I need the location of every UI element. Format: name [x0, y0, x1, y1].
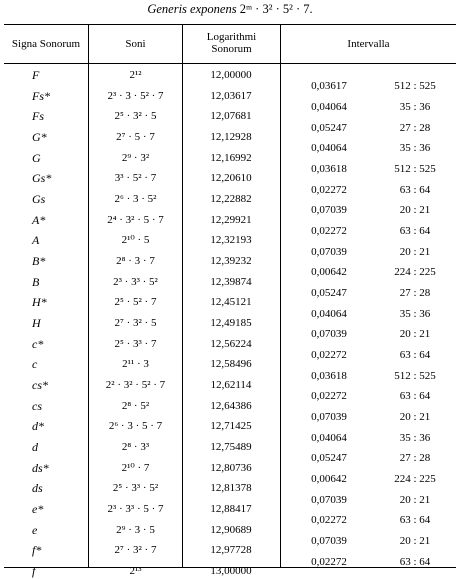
- soni-cell: 2⁷ · 3² · 5: [114, 316, 157, 329]
- signum-cell: Fs: [32, 109, 44, 124]
- interval-ratio-cell: 63 : 64: [399, 224, 431, 237]
- soni-cell: 2⁷ · 5 · 7: [116, 130, 155, 143]
- signum-cell: B*: [32, 253, 46, 268]
- interval-log-cell: 0,04064: [311, 307, 347, 320]
- signum-cell: A: [32, 233, 40, 248]
- interval-ratio-cell: 35 : 36: [399, 307, 431, 320]
- soni-cell: 2⁵ · 3³ · 5²: [112, 482, 159, 495]
- signum-cell: Gs*: [32, 171, 52, 186]
- header-intervalla: Intervalla: [347, 38, 390, 50]
- interval-ratio-cell: 63 : 64: [399, 555, 431, 568]
- header-signa: Signa Sonorum: [11, 38, 81, 50]
- interval-ratio-cell: 35 : 36: [399, 142, 431, 155]
- signum-cell: ds*: [32, 460, 49, 475]
- signum-cell: cs*: [32, 377, 48, 392]
- logarithm-cell: 12,20610: [210, 172, 252, 185]
- logarithm-cell: 12,80736: [210, 461, 252, 474]
- column-divider: [280, 25, 281, 567]
- logarithm-cell: 12,81378: [210, 482, 252, 495]
- logarithm-cell: 12,32193: [210, 234, 252, 247]
- logarithm-cell: 12,90689: [210, 523, 252, 536]
- interval-ratio-cell: 63 : 64: [399, 514, 431, 527]
- interval-log-cell: 0,02272: [311, 183, 347, 196]
- interval-log-cell: 0,05247: [311, 121, 347, 134]
- soni-cell: 2³ · 3³ · 5²: [113, 275, 158, 288]
- signum-cell: e: [32, 522, 38, 537]
- interval-ratio-cell: 27 : 28: [399, 286, 431, 299]
- interval-log-cell: 0,02272: [311, 555, 347, 568]
- soni-cell: 2⁹ · 3²: [121, 151, 150, 164]
- soni-cell: 2¹¹ · 3: [122, 358, 149, 371]
- interval-log-cell: 0,07039: [311, 204, 347, 217]
- interval-log-cell: 0,03617: [311, 80, 347, 93]
- signum-cell: f*: [32, 543, 42, 558]
- soni-cell: 2⁶ · 3 · 5²: [114, 192, 157, 205]
- signum-cell: d*: [32, 419, 44, 434]
- soni-cell: 3³ · 5² · 7: [114, 172, 157, 185]
- soni-cell: 2⁷ · 3² · 7: [114, 544, 157, 557]
- logarithm-cell: 12,22882: [210, 192, 252, 205]
- header-soni: Soni: [125, 38, 146, 50]
- interval-log-cell: 0,03618: [311, 369, 347, 382]
- interval-ratio-cell: 35 : 36: [399, 431, 431, 444]
- signum-cell: A*: [32, 212, 46, 227]
- logarithm-cell: 12,64386: [210, 399, 252, 412]
- interval-log-cell: 0,05247: [311, 286, 347, 299]
- interval-ratio-cell: 35 : 36: [399, 100, 431, 113]
- soni-cell: 2¹²: [129, 69, 142, 81]
- soni-cell: 2¹⁰ · 7: [121, 461, 150, 474]
- signum-cell: f: [32, 563, 36, 578]
- soni-cell: 2³ · 3 · 5² · 7: [107, 89, 164, 102]
- signum-cell: B: [32, 274, 40, 289]
- interval-ratio-cell: 20 : 21: [399, 410, 431, 423]
- logarithm-cell: 12,71425: [210, 420, 252, 433]
- interval-ratio-cell: 20 : 21: [399, 245, 431, 258]
- interval-log-cell: 0,02272: [311, 224, 347, 237]
- interval-ratio-cell: 20 : 21: [399, 328, 431, 341]
- soni-cell: 2⁵ · 3² · 5: [114, 110, 157, 123]
- interval-log-cell: 0,00642: [311, 472, 347, 485]
- interval-ratio-cell: 512 : 525: [394, 80, 436, 93]
- logarithm-cell: 12,16992: [210, 151, 252, 164]
- logarithm-cell: 12,03617: [210, 89, 252, 102]
- interval-log-cell: 0,02272: [311, 390, 347, 403]
- soni-cell: 2⁹ · 3 · 5: [116, 523, 155, 536]
- logarithm-cell: 12,58496: [210, 358, 252, 371]
- signum-cell: H*: [32, 295, 47, 310]
- interval-log-cell: 0,07039: [311, 410, 347, 423]
- soni-cell: 2⁸ · 3 · 7: [116, 254, 155, 267]
- interval-log-cell: 0,04064: [311, 100, 347, 113]
- signum-cell: G: [32, 150, 41, 165]
- interval-ratio-cell: 27 : 28: [399, 121, 431, 134]
- logarithm-cell: 12,88417: [210, 502, 252, 515]
- signum-cell: G*: [32, 129, 47, 144]
- logarithm-cell: 12,75489: [210, 440, 252, 453]
- logarithm-cell: 12,45121: [210, 296, 252, 309]
- logarithm-cell: 12,29921: [210, 213, 252, 226]
- signum-cell: Fs*: [32, 88, 50, 103]
- logarithm-cell: 12,56224: [210, 337, 252, 350]
- interval-log-cell: 0,05247: [311, 452, 347, 465]
- logarithm-cell: 13,00000: [210, 564, 252, 577]
- interval-log-cell: 0,07039: [311, 328, 347, 341]
- interval-log-cell: 0,07039: [311, 493, 347, 506]
- soni-cell: 2⁸ · 3³: [121, 440, 150, 453]
- table-caption: [0, 2, 460, 17]
- signum-cell: Gs: [32, 191, 46, 206]
- logarithm-cell: 12,07681: [210, 110, 252, 123]
- interval-ratio-cell: 20 : 21: [399, 534, 431, 547]
- soni-cell: 2⁶ · 3 · 5 · 7: [108, 420, 163, 433]
- interval-ratio-cell: 63 : 64: [399, 183, 431, 196]
- intervals-table: [4, 24, 456, 578]
- soni-cell: 2⁴ · 3² · 5 · 7: [107, 213, 164, 226]
- interval-ratio-cell: 512 : 525: [394, 162, 436, 175]
- header-rule: [4, 63, 456, 64]
- interval-log-cell: 0,02272: [311, 514, 347, 527]
- signum-cell: c: [32, 357, 38, 372]
- logarithm-cell: 12,49185: [210, 316, 252, 329]
- soni-cell: 2¹³: [129, 564, 142, 577]
- logarithm-cell: 12,39874: [210, 275, 252, 288]
- logarithm-cell: 12,97728: [210, 544, 252, 557]
- interval-ratio-cell: 63 : 64: [399, 390, 431, 403]
- header-log-line2: Sonorum: [211, 43, 252, 55]
- interval-ratio-cell: 63 : 64: [399, 348, 431, 361]
- interval-log-cell: 0,07039: [311, 534, 347, 547]
- interval-ratio-cell: 20 : 21: [399, 493, 431, 506]
- soni-cell: 2¹⁰ · 5: [121, 234, 150, 247]
- signum-cell: e*: [32, 501, 44, 516]
- interval-ratio-cell: 20 : 21: [399, 204, 431, 217]
- signum-cell: H: [32, 315, 41, 330]
- interval-log-cell: 0,07039: [311, 245, 347, 258]
- interval-ratio-cell: 512 : 525: [394, 369, 436, 382]
- interval-ratio-cell: 27 : 28: [399, 452, 431, 465]
- soni-cell: 2⁵ · 3³ · 7: [114, 337, 157, 350]
- caption-text: Generis exponens: [147, 2, 237, 16]
- interval-ratio-cell: 224 : 225: [394, 472, 436, 485]
- logarithm-cell: 12,39232: [210, 254, 252, 267]
- logarithm-cell: 12,12928: [210, 130, 252, 143]
- interval-log-cell: 0,04064: [311, 142, 347, 155]
- interval-log-cell: 0,04064: [311, 431, 347, 444]
- interval-log-cell: 0,00642: [311, 266, 347, 279]
- signum-cell: d: [32, 439, 38, 454]
- interval-log-cell: 0,02272: [311, 348, 347, 361]
- signum-cell: F: [32, 68, 40, 82]
- signum-cell: ds: [32, 481, 43, 496]
- signum-cell: c*: [32, 336, 44, 351]
- caption-formula: 2ᵐ · 3² · 5² · 7.: [239, 2, 313, 16]
- soni-cell: 2³ · 3³ · 5 · 7: [107, 502, 164, 515]
- signum-cell: cs: [32, 398, 42, 413]
- soni-cell: 2² · 3² · 5² · 7: [105, 378, 166, 391]
- logarithm-cell: 12,00000: [210, 69, 252, 81]
- logarithm-cell: 12,62114: [210, 378, 252, 391]
- soni-cell: 2⁵ · 5² · 7: [114, 296, 157, 309]
- soni-cell: 2⁸ · 5²: [121, 399, 150, 412]
- interval-ratio-cell: 224 : 225: [394, 266, 436, 279]
- header-log-line1: Logarithmi: [206, 31, 257, 43]
- interval-log-cell: 0,03618: [311, 162, 347, 175]
